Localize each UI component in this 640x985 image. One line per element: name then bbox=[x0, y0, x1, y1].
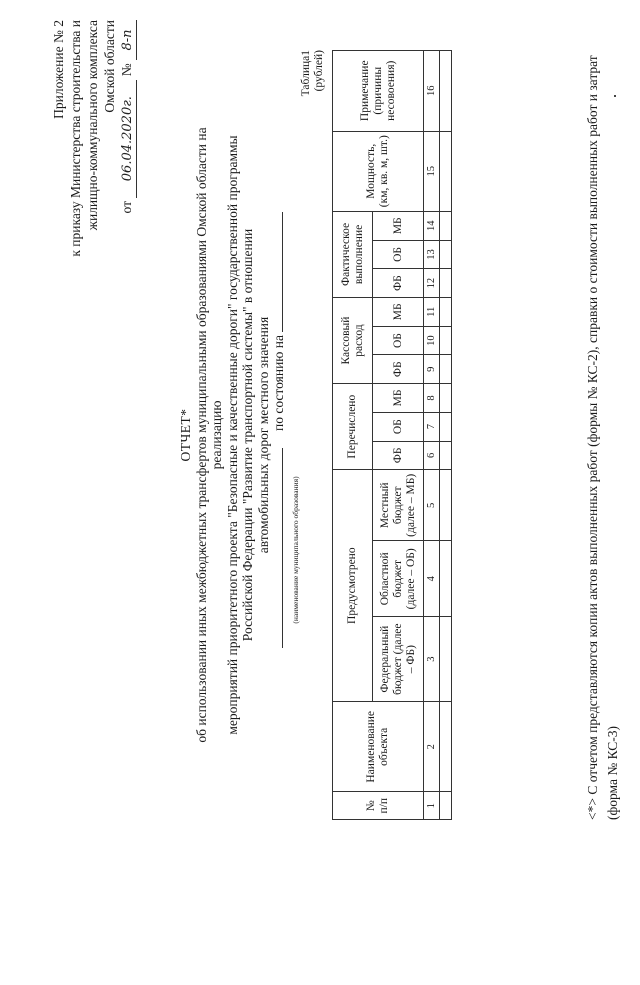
report-title bbox=[178, 115, 303, 755]
table-cell bbox=[440, 326, 452, 355]
number-label: № bbox=[119, 63, 134, 77]
column-number: 8 bbox=[424, 384, 440, 413]
table-cell bbox=[440, 412, 452, 441]
col-num: № п/п bbox=[333, 792, 424, 820]
col-cash-ob: ОБ bbox=[373, 326, 424, 355]
title-line-4: автомобильных дорог местного значения bbox=[255, 316, 271, 554]
order-date: 06.04.2020г. bbox=[119, 80, 137, 198]
col-actual-ob: ОБ bbox=[373, 240, 424, 269]
column-number: 11 bbox=[424, 298, 440, 327]
appendix-date-line bbox=[118, 20, 137, 257]
column-number: 14 bbox=[424, 211, 440, 240]
table-cell bbox=[440, 131, 452, 211]
column-number-row bbox=[424, 51, 440, 820]
table-cell bbox=[440, 51, 452, 132]
as-of-date-blank bbox=[282, 212, 283, 332]
column-number: 12 bbox=[424, 269, 440, 298]
as-of-label: по состоянию на bbox=[271, 335, 286, 431]
col-object: Наименование объекта bbox=[333, 702, 424, 792]
col-planned-mb: Местный бюджет (далее – МБ) bbox=[373, 470, 424, 541]
column-number: 16 bbox=[424, 51, 440, 132]
column-number: 5 bbox=[424, 470, 440, 541]
column-number: 6 bbox=[424, 441, 440, 470]
column-number: 13 bbox=[424, 240, 440, 269]
table-cell bbox=[440, 470, 452, 541]
title-line-5 bbox=[271, 115, 287, 755]
table-cell bbox=[440, 269, 452, 298]
appendix-line-3: жилищно-коммунального комплекса bbox=[85, 20, 100, 231]
column-number: 10 bbox=[424, 326, 440, 355]
col-planned-ob: Областной бюджет (далее – ОБ) bbox=[373, 541, 424, 617]
report-heading: ОТЧЕТ* bbox=[178, 408, 193, 462]
from-label: от bbox=[119, 201, 134, 214]
table-cell bbox=[440, 792, 452, 820]
col-actual-fb: ФБ bbox=[373, 269, 424, 298]
appendix-line-4: Омской области bbox=[102, 20, 117, 113]
report-table bbox=[332, 50, 452, 820]
table-cell bbox=[440, 617, 452, 702]
column-number: 15 bbox=[424, 131, 440, 211]
col-capacity: Мощность, (км, кв. м, шт.) bbox=[333, 131, 424, 211]
municipality-caption: (наименование муниципального образования) bbox=[290, 476, 300, 624]
header-row-1 bbox=[333, 51, 373, 820]
table-name: Таблица1 bbox=[300, 50, 312, 97]
column-number: 3 bbox=[424, 617, 440, 702]
title-line-3: Российской Федерации "Развитие транспортной системы" в отношении bbox=[240, 228, 255, 642]
col-planned-fb: Федеральный бюджет (далее – ФБ) bbox=[373, 617, 424, 702]
column-number: 1 bbox=[424, 792, 440, 820]
table-unit: (рублей) bbox=[313, 50, 325, 92]
table-cell bbox=[440, 298, 452, 327]
appendix-block bbox=[50, 20, 137, 257]
table-cell bbox=[440, 384, 452, 413]
table-cell bbox=[440, 441, 452, 470]
col-actual-mb: МБ bbox=[373, 211, 424, 240]
title-line-1: об использовании иных межбюджетных трансфертов муниципальными образованиями Омской области на реализацию bbox=[193, 127, 224, 743]
table-cell bbox=[440, 541, 452, 617]
order-number: 8-п bbox=[119, 20, 137, 60]
col-transferred-mb: МБ bbox=[373, 384, 424, 413]
col-planned: Предусмотрено bbox=[333, 470, 373, 702]
col-cash-mb: МБ bbox=[373, 298, 424, 327]
table-cell bbox=[440, 240, 452, 269]
table-row bbox=[440, 51, 452, 820]
column-number: 7 bbox=[424, 412, 440, 441]
title-line-2: мероприятий приоритетного проекта "Безопасные и качественные дороги" государственной программы bbox=[224, 135, 240, 735]
column-number: 4 bbox=[424, 541, 440, 617]
appendix-line-1: Приложение № 2 bbox=[51, 20, 66, 119]
appendix-line-2: к приказу Министерства строительства и bbox=[68, 20, 83, 257]
col-cash: Кассовый расход bbox=[333, 298, 373, 384]
col-transferred: Перечислено bbox=[333, 384, 373, 470]
col-actual: Фактическое выполнение bbox=[333, 211, 373, 297]
column-number: 2 bbox=[424, 702, 440, 792]
table-cell bbox=[440, 355, 452, 384]
table-label bbox=[300, 50, 326, 96]
col-transferred-ob: ОБ bbox=[373, 412, 424, 441]
table-cell bbox=[440, 211, 452, 240]
column-number: 9 bbox=[424, 355, 440, 384]
col-transferred-fb: ФБ bbox=[373, 441, 424, 470]
municipality-blank bbox=[282, 448, 283, 648]
table-cell bbox=[440, 702, 452, 792]
col-cash-fb: ФБ bbox=[373, 355, 424, 384]
footnote: <*> С отчетом представляются копии актов выполненных работ (формы № КС-2), справки о стоимости выполненных работ и затрат (форма № КС-3) bbox=[585, 55, 620, 820]
col-note: Примечание (причины несовоения) bbox=[333, 51, 424, 132]
